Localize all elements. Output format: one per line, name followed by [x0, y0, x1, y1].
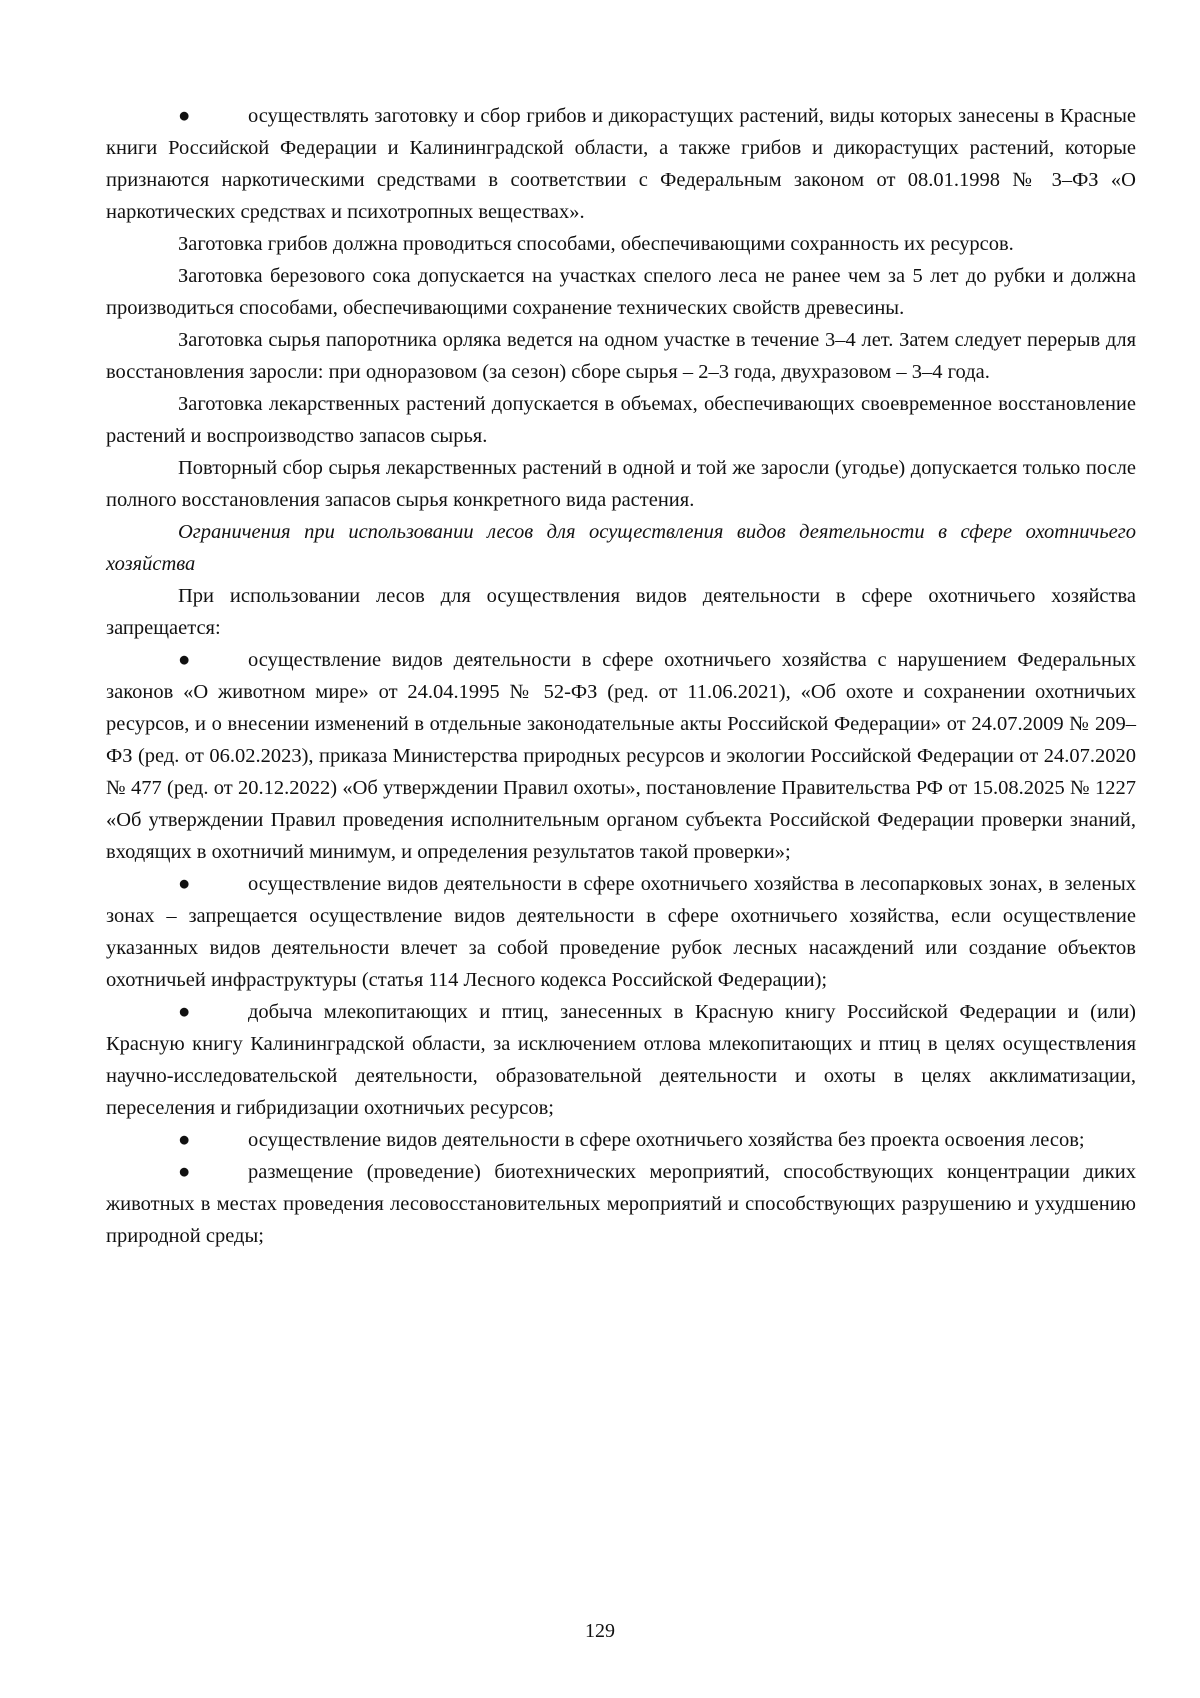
bullet-item [106, 996, 1136, 1124]
bullet-marker: ● [178, 1001, 191, 1023]
section-heading: Ограничения при использовании лесов для осуществления видов деятельности в сфере охотничьего хозяйства [106, 521, 1136, 575]
document-body [106, 100, 1136, 1252]
bullet-text: добыча млекопитающих и птиц, занесенных в Красную книгу Российской Федерации и (или) Красную книгу Калининградской области, за исключением отлова млекопитающих и птиц в целях осуществления научно-исследовательской деятельности, образовательной деятельности и охоты в целях акклиматизации, переселения и гибридизации охотничьих ресурсов; [106, 1001, 1136, 1119]
bullet-text: осуществление видов деятельности в сфере охотничьего хозяйства с нарушением Федеральных законов «О животном мире» от 24.04.1995 № 52-ФЗ (ред. от 11.06.2021), «Об охоте и сохранении охотничьих ресурсов, и о внесении изменений в отдельные законодательные акты Российской Федерации» от 24.07.2009 № 209–ФЗ (ред. от 06.02.2023), приказа Министерства природных ресурсов и экологии Российской Федерации от 24.07.2020 № 477 (ред. от 20.12.2022) «Об утверждении Правил охоты», постановление Правительства РФ от 15.08.2025 № 1227 «Об утверждении Правил проведения исполнительным органом субъекта Российской Федерации проверки знаний, входящих в охотничий минимум, и определения результатов такой проверки»; [106, 649, 1136, 863]
bullet-text: осуществление видов деятельности в сфере охотничьего хозяйства без проекта освоения лесов; [248, 1129, 1085, 1151]
paragraph: Заготовка грибов должна проводиться способами, обеспечивающими сохранность их ресурсов. [178, 233, 1014, 255]
bullet-item [106, 1156, 1136, 1252]
paragraph: Повторный сбор сырья лекарственных растений в одной и той же заросли (угодье) допускается только после полного восстановления запасов сырья конкретного вида растения. [106, 457, 1136, 511]
bullet-marker: ● [178, 873, 191, 895]
bullet-marker: ● [178, 649, 191, 671]
bullet-item [106, 1124, 1136, 1156]
bullet-marker: ● [178, 1161, 191, 1183]
paragraph: Заготовка березового сока допускается на участках спелого леса не ранее чем за 5 лет до рубки и должна производиться способами, обеспечивающими сохранение технических свойств древесины. [106, 265, 1136, 319]
page-number: 129 [585, 1620, 615, 1642]
bullet-marker: ● [178, 105, 191, 127]
bullet-item [106, 644, 1136, 868]
bullet-item [106, 868, 1136, 996]
bullet-text: размещение (проведение) биотехнических мероприятий, способствующих концентрации диких животных в местах проведения лесовосстановительных мероприятий и способствующих разрушению и ухудшению природной среды; [106, 1161, 1136, 1247]
bullet-text: осуществлять заготовку и сбор грибов и дикорастущих растений, виды которых занесены в Красные книги Российской Федерации и Калининградской области, а также грибов и дикорастущих растений, которые признаются наркотическими средствами в соответствии с Федеральным законом от 08.01.1998 № 3–ФЗ «О наркотических средствах и психотропных веществах». [106, 105, 1136, 223]
paragraph: Заготовка лекарственных растений допускается в объемах, обеспечивающих своевременное восстановление растений и воспроизводство запасов сырья. [106, 393, 1136, 447]
bullet-text: осуществление видов деятельности в сфере охотничьего хозяйства в лесопарковых зонах, в зеленых зонах – запрещается осуществление видов деятельности в сфере охотничьего хозяйства, если осуществление указанных видов деятельности влечет за собой проведение рубок лесных насаждений или создание объектов охотничьей инфраструктуры (статья 114 Лесного кодекса Российской Федерации); [106, 873, 1136, 991]
bullet-item [106, 100, 1136, 228]
paragraph: При использовании лесов для осуществления видов деятельности в сфере охотничьего хозяйства запрещается: [106, 585, 1136, 639]
paragraph: Заготовка сырья папоротника орляка ведется на одном участке в течение 3–4 лет. Затем следует перерыв для восстановления заросли: при одноразовом (за сезон) сборе сырья – 2–3 года, двухразовом – 3–4 года. [106, 329, 1136, 383]
bullet-marker: ● [178, 1129, 191, 1151]
